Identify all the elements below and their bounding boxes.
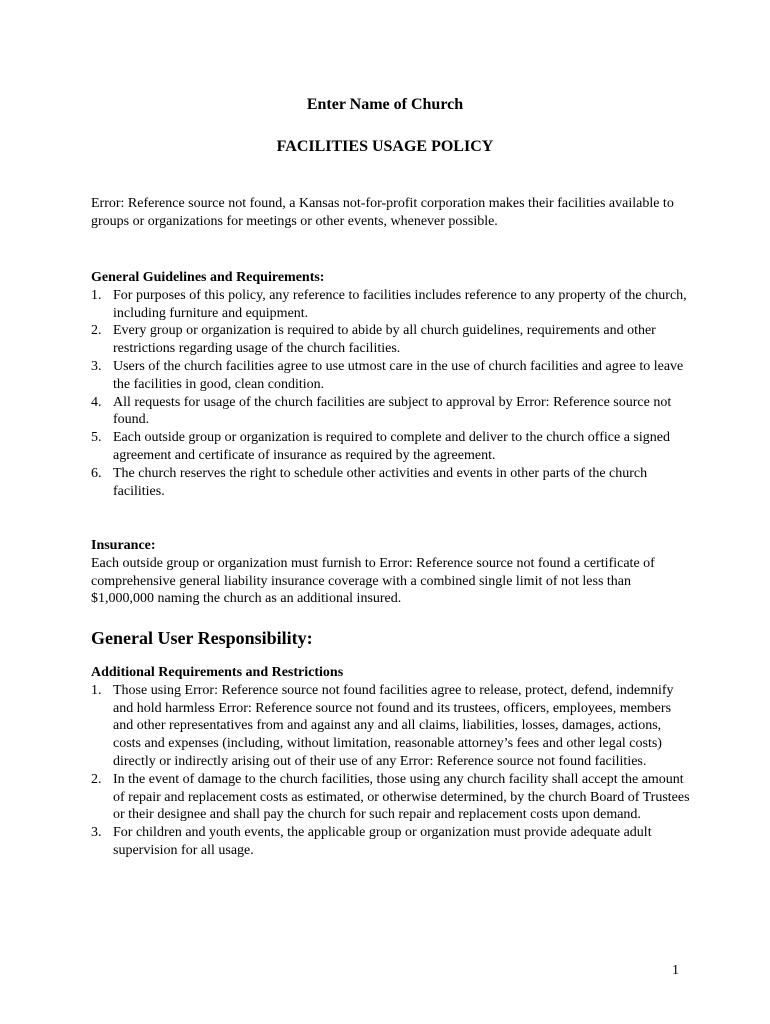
item-number: 1. — [91, 682, 102, 698]
item-number: 3. — [91, 825, 102, 841]
page-number: 1 — [672, 963, 679, 978]
item-number: 5. — [91, 430, 102, 446]
item-number: 6. — [91, 465, 102, 481]
item-number: 2. — [91, 771, 102, 787]
list-item — [91, 824, 691, 860]
item-text: For purposes of this policy, any reference to facilities includes reference to any property of the church, including furniture and equipment. — [113, 287, 687, 321]
item-text: For children and youth events, the applicable group or organization must provide adequate adult supervision for all usage. — [113, 825, 652, 858]
responsibility-section — [91, 627, 691, 860]
item-text: Users of the church facilities agree to use utmost care in the use of church facilities and agree to leave the facilities in good, clean condition. — [113, 358, 684, 392]
item-number: 4. — [91, 394, 102, 410]
restrictions-list — [91, 682, 691, 860]
item-text: Every group or organization is required to abide by all church guidelines, requirements and other restrictions regarding usage of the church facilities. — [113, 323, 656, 357]
guidelines-heading: General Guidelines and Requirements: — [91, 270, 325, 285]
item-text: Those using Error: Reference source not found facilities agree to release, protect, defend, indemnify and hold harmless Error: Reference source not found and its trustees, officers, employees, members and other representatives from and against any and all claims, liabilities, losses, damages, actions, costs and expenses (including, without limitation, reasonable attorney’s fees and other legal costs) directly or indirectly arising out of their use of any Error: Reference source not found facilities. — [113, 682, 674, 769]
item-number: 3. — [91, 358, 102, 374]
list-item — [91, 287, 691, 323]
responsibility-heading: General User Responsibility: — [91, 628, 313, 648]
item-text: Each outside group or organization is required to complete and deliver to the church office a signed agreement and certificate of insurance as required by the agreement. — [113, 430, 670, 463]
item-number: 1. — [91, 287, 102, 303]
item-text: The church reserves the right to schedule other activities and events in other parts of the church facilities. — [113, 465, 648, 499]
list-item — [91, 429, 691, 465]
item-number: 2. — [91, 323, 102, 339]
guidelines-list — [91, 287, 691, 501]
item-text: In the event of damage to the church facilities, those using any church facility shall accept the amount of repair and replacement costs as estimated, or otherwise determined, by the church Board of Trustees or their designee and shall pay the church for such repair and replacement costs upon demand. — [113, 771, 690, 823]
list-item — [91, 771, 691, 824]
list-item — [91, 322, 691, 358]
insurance-heading: Insurance: — [91, 538, 156, 553]
insurance-section — [91, 537, 691, 608]
policy-title: FACILITIES USAGE POLICY — [276, 138, 494, 155]
list-item — [91, 465, 691, 501]
insurance-paragraph: Each outside group or organization must furnish to Error: Reference source not found a certificate of comprehensive general liability insurance coverage with a combined single limit of not less than $1,000,000 naming the church as an additional insured. — [91, 555, 655, 607]
item-text: All requests for usage of the church facilities are subject to approval by Error: Reference source not found. — [113, 394, 672, 428]
list-item — [91, 394, 691, 430]
church-name-title: Enter Name of Church — [306, 96, 464, 113]
intro-section — [91, 195, 691, 231]
guidelines-section — [91, 269, 691, 500]
list-item — [91, 682, 691, 771]
restrictions-subheading: Additional Requirements and Restrictions — [91, 665, 344, 680]
intro-paragraph: Error: Reference source not found, a Kansas not-for-profit corporation makes their facilities available to groups or organizations for meetings or other events, whenever possible. — [91, 196, 674, 229]
list-item — [91, 358, 691, 394]
